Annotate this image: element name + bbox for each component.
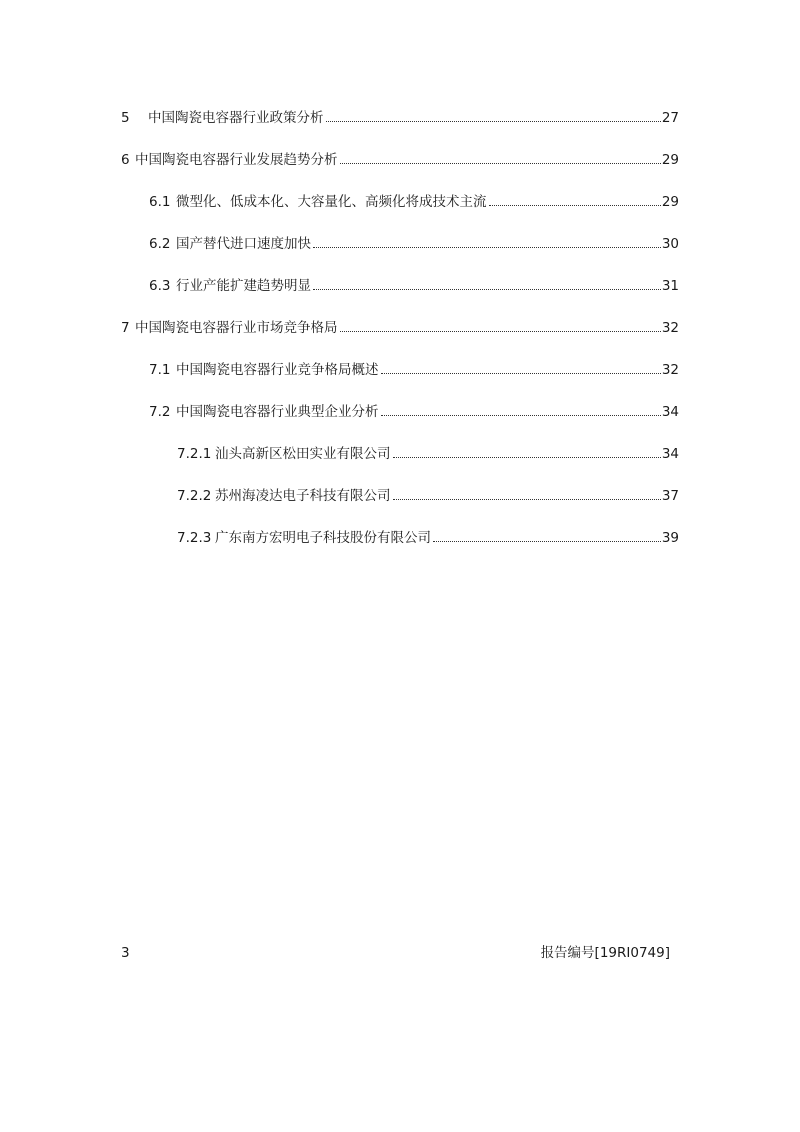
- toc-dot-leader: [393, 456, 661, 458]
- toc-entry-7-2-2[interactable]: [177, 486, 679, 506]
- toc-dot-leader: [381, 414, 661, 416]
- toc-entry-title: 中国陶瓷电容器行业政策分析: [148, 110, 324, 126]
- toc-dot-leader: [313, 288, 661, 290]
- toc-dot-leader: [489, 204, 661, 206]
- footer-report-id: 报告编号[19RI0749]: [540, 945, 670, 961]
- toc-dot-leader: [393, 498, 661, 500]
- toc-entry-title: 中国陶瓷电容器行业市场竞争格局: [135, 320, 338, 336]
- toc-entry-number: 5: [121, 110, 130, 126]
- toc-entry-page: 27: [661, 110, 679, 126]
- toc-entry-title: 中国陶瓷电容器行业典型企业分析: [176, 404, 379, 420]
- toc-entry-number: 6.3: [149, 278, 171, 294]
- toc-entry-number: 7.2.1: [177, 446, 212, 462]
- toc-entry-page: 37: [661, 488, 679, 504]
- toc-entry-5[interactable]: [121, 108, 679, 128]
- toc-entry-title: 汕头高新区松田实业有限公司: [215, 446, 391, 462]
- toc-entry-6-1[interactable]: [149, 192, 679, 212]
- toc-dot-leader: [340, 330, 661, 332]
- toc-entry-7-1[interactable]: [149, 360, 679, 380]
- toc-entry-7-2[interactable]: [149, 402, 679, 422]
- toc-entry-title: 国产替代进口速度加快: [176, 236, 311, 252]
- toc-entry-title: 行业产能扩建趋势明显: [176, 278, 311, 294]
- toc-entry-title: 广东南方宏明电子科技股份有限公司: [215, 530, 431, 546]
- toc-entry-page: 34: [661, 446, 679, 462]
- toc-entry-7-2-1[interactable]: [177, 444, 679, 464]
- toc-entry-number: 6: [121, 152, 130, 168]
- toc-entry-6-3[interactable]: [149, 276, 679, 296]
- toc-dot-leader: [313, 246, 661, 248]
- toc-dot-leader: [326, 120, 661, 122]
- toc-entry-6-2[interactable]: [149, 234, 679, 254]
- toc-entry-page: 32: [661, 320, 679, 336]
- toc-entry-7[interactable]: [121, 318, 679, 338]
- toc-entry-page: 30: [661, 236, 679, 252]
- toc-entry-title: 中国陶瓷电容器行业发展趋势分析: [135, 152, 338, 168]
- toc-entry-page: 31: [661, 278, 679, 294]
- toc-entry-number: 6.1: [149, 194, 171, 210]
- toc-entry-7-2-3[interactable]: [177, 528, 679, 548]
- toc-entry-page: 29: [661, 152, 679, 168]
- toc-entry-title: 苏州海凌达电子科技有限公司: [215, 488, 391, 504]
- toc-entry-number: 7.2: [149, 404, 171, 420]
- toc-dot-leader: [340, 162, 661, 164]
- toc-dot-leader: [381, 372, 661, 374]
- toc-entry-number: 7.1: [149, 362, 171, 378]
- toc-entry-title: 微型化、低成本化、大容量化、高频化将成技术主流: [176, 194, 487, 210]
- toc-entry-page: 34: [661, 404, 679, 420]
- toc-dot-leader: [433, 540, 661, 542]
- toc-entry-page: 39: [661, 530, 679, 546]
- toc-entry-number: 7.2.2: [177, 488, 212, 504]
- toc-entry-page: 29: [661, 194, 679, 210]
- toc-entry-title: 中国陶瓷电容器行业竞争格局概述: [176, 362, 379, 378]
- toc-entry-page: 32: [661, 362, 679, 378]
- toc-entry-number: 7.2.3: [177, 530, 212, 546]
- toc-entry-6[interactable]: [121, 150, 679, 170]
- toc-entry-number: 7: [121, 320, 130, 336]
- footer-page-number: 3: [121, 945, 130, 961]
- toc-entry-number: 6.2: [149, 236, 171, 252]
